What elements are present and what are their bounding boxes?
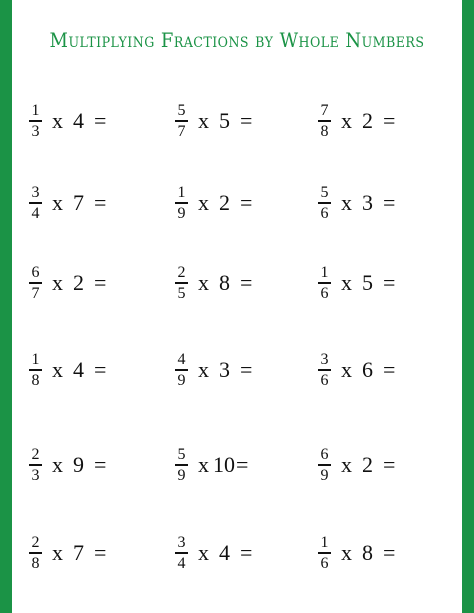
equals-sign: = — [94, 452, 107, 477]
problem-r4-c2 — [175, 345, 252, 395]
equals-sign: = — [94, 190, 107, 215]
whole-number: 5 — [219, 108, 230, 133]
multiply-sign: x — [198, 190, 209, 215]
fraction — [318, 534, 331, 571]
equals-sign: = — [240, 357, 253, 382]
problem-r3-c1 — [29, 258, 106, 308]
equals-sign: = — [383, 270, 396, 295]
equals-sign: = — [240, 190, 253, 215]
fraction-bar — [175, 120, 188, 121]
problem-r1-c2 — [175, 96, 252, 146]
equals-sign: = — [94, 108, 107, 133]
problem-grid — [12, 0, 462, 613]
equals-sign: = — [94, 540, 107, 565]
equals-sign: = — [240, 108, 253, 133]
multiply-sign: x — [198, 357, 209, 382]
equals-sign: = — [383, 190, 396, 215]
fraction — [318, 351, 331, 388]
fraction — [318, 446, 331, 483]
multiply-sign: x — [341, 452, 352, 477]
multiply-sign: x — [52, 108, 63, 133]
fraction-bar — [29, 464, 42, 465]
fraction-numerator: 6 — [320, 446, 329, 464]
fraction-numerator: 5 — [177, 102, 186, 120]
fraction-denominator: 9 — [177, 204, 186, 222]
fraction — [318, 102, 331, 139]
fraction-numerator: 5 — [177, 446, 186, 464]
multiply-sign: x — [341, 270, 352, 295]
fraction-bar — [175, 552, 188, 553]
fraction — [175, 184, 188, 221]
equals-sign: = — [94, 270, 107, 295]
equals-sign: = — [236, 452, 249, 477]
problem-r3-c2 — [175, 258, 252, 308]
fraction-denominator: 8 — [320, 122, 329, 140]
problem-r2-c3 — [318, 178, 395, 228]
whole-number: 10 — [213, 452, 235, 477]
fraction-denominator: 6 — [320, 204, 329, 222]
multiply-sign: x — [341, 357, 352, 382]
fraction-bar — [175, 282, 188, 283]
equals-sign: = — [383, 108, 396, 133]
multiply-sign: x — [198, 540, 209, 565]
fraction — [29, 102, 42, 139]
fraction-bar — [29, 120, 42, 121]
fraction-bar — [318, 202, 331, 203]
problem-r1-c1 — [29, 96, 106, 146]
whole-number: 2 — [219, 190, 230, 215]
problem-r4-c3 — [318, 345, 395, 395]
fraction — [318, 184, 331, 221]
equals-sign: = — [383, 540, 396, 565]
whole-number: 3 — [362, 190, 373, 215]
fraction-denominator: 6 — [320, 284, 329, 302]
equals-sign: = — [383, 452, 396, 477]
fraction-bar — [175, 202, 188, 203]
whole-number: 8 — [362, 540, 373, 565]
whole-number: 4 — [73, 357, 84, 382]
fraction-numerator: 1 — [320, 264, 329, 282]
fraction-bar — [318, 369, 331, 370]
fraction-numerator: 2 — [31, 446, 40, 464]
fraction — [29, 446, 42, 483]
fraction-denominator: 9 — [320, 466, 329, 484]
problem-r2-c2 — [175, 178, 252, 228]
multiply-sign: x — [52, 452, 63, 477]
problem-r5-c2 — [175, 440, 248, 490]
whole-number: 6 — [362, 357, 373, 382]
fraction-denominator: 7 — [31, 284, 40, 302]
whole-number: 4 — [219, 540, 230, 565]
whole-number: 7 — [73, 190, 84, 215]
multiply-sign: x — [52, 540, 63, 565]
fraction-bar — [29, 552, 42, 553]
fraction-denominator: 6 — [320, 554, 329, 572]
fraction-denominator: 9 — [177, 466, 186, 484]
fraction-numerator: 7 — [320, 102, 329, 120]
fraction-numerator: 3 — [177, 534, 186, 552]
fraction-bar — [175, 369, 188, 370]
fraction-bar — [318, 282, 331, 283]
fraction-bar — [318, 464, 331, 465]
whole-number: 8 — [219, 270, 230, 295]
multiply-sign: x — [198, 270, 209, 295]
problem-r4-c1 — [29, 345, 106, 395]
fraction-denominator: 3 — [31, 466, 40, 484]
equals-sign: = — [383, 357, 396, 382]
fraction-denominator: 8 — [31, 371, 40, 389]
fraction-denominator: 4 — [177, 554, 186, 572]
problem-r6-c1 — [29, 528, 106, 578]
whole-number: 7 — [73, 540, 84, 565]
fraction-bar — [318, 120, 331, 121]
fraction-numerator: 6 — [31, 264, 40, 282]
fraction — [175, 534, 188, 571]
multiply-sign: x — [52, 270, 63, 295]
fraction-bar — [175, 464, 188, 465]
fraction-numerator: 1 — [320, 534, 329, 552]
fraction — [175, 264, 188, 301]
fraction-denominator: 8 — [31, 554, 40, 572]
fraction-denominator: 4 — [31, 204, 40, 222]
fraction-numerator: 1 — [177, 184, 186, 202]
whole-number: 5 — [362, 270, 373, 295]
fraction — [29, 534, 42, 571]
problem-r2-c1 — [29, 178, 106, 228]
multiply-sign: x — [198, 452, 209, 477]
fraction-bar — [29, 282, 42, 283]
fraction-numerator: 3 — [31, 184, 40, 202]
multiply-sign: x — [52, 357, 63, 382]
fraction-denominator: 6 — [320, 371, 329, 389]
whole-number: 9 — [73, 452, 84, 477]
fraction — [29, 351, 42, 388]
problem-r5-c1 — [29, 440, 106, 490]
problem-r6-c2 — [175, 528, 252, 578]
equals-sign: = — [94, 357, 107, 382]
fraction-bar — [29, 202, 42, 203]
whole-number: 2 — [362, 452, 373, 477]
fraction-numerator: 5 — [320, 184, 329, 202]
fraction-numerator: 1 — [31, 351, 40, 369]
fraction-numerator: 2 — [31, 534, 40, 552]
fraction-bar — [29, 369, 42, 370]
equals-sign: = — [240, 270, 253, 295]
multiply-sign: x — [52, 190, 63, 215]
fraction-numerator: 2 — [177, 264, 186, 282]
multiply-sign: x — [341, 540, 352, 565]
whole-number: 3 — [219, 357, 230, 382]
fraction-denominator: 3 — [31, 122, 40, 140]
fraction — [175, 102, 188, 139]
problem-r1-c3 — [318, 96, 395, 146]
equals-sign: = — [240, 540, 253, 565]
fraction-numerator: 3 — [320, 351, 329, 369]
multiply-sign: x — [198, 108, 209, 133]
fraction-denominator: 9 — [177, 371, 186, 389]
multiply-sign: x — [341, 190, 352, 215]
fraction — [175, 351, 188, 388]
whole-number: 2 — [73, 270, 84, 295]
worksheet-title: Multiplying Fractions by Whole Numbers — [49, 28, 425, 52]
problem-r5-c3 — [318, 440, 395, 490]
fraction — [175, 446, 188, 483]
fraction-bar — [318, 552, 331, 553]
whole-number: 2 — [362, 108, 373, 133]
fraction-denominator: 5 — [177, 284, 186, 302]
multiply-sign: x — [341, 108, 352, 133]
problem-r6-c3 — [318, 528, 395, 578]
fraction — [318, 264, 331, 301]
fraction — [29, 264, 42, 301]
fraction-denominator: 7 — [177, 122, 186, 140]
fraction-numerator: 1 — [31, 102, 40, 120]
fraction — [29, 184, 42, 221]
problem-r3-c3 — [318, 258, 395, 308]
fraction-numerator: 4 — [177, 351, 186, 369]
whole-number: 4 — [73, 108, 84, 133]
